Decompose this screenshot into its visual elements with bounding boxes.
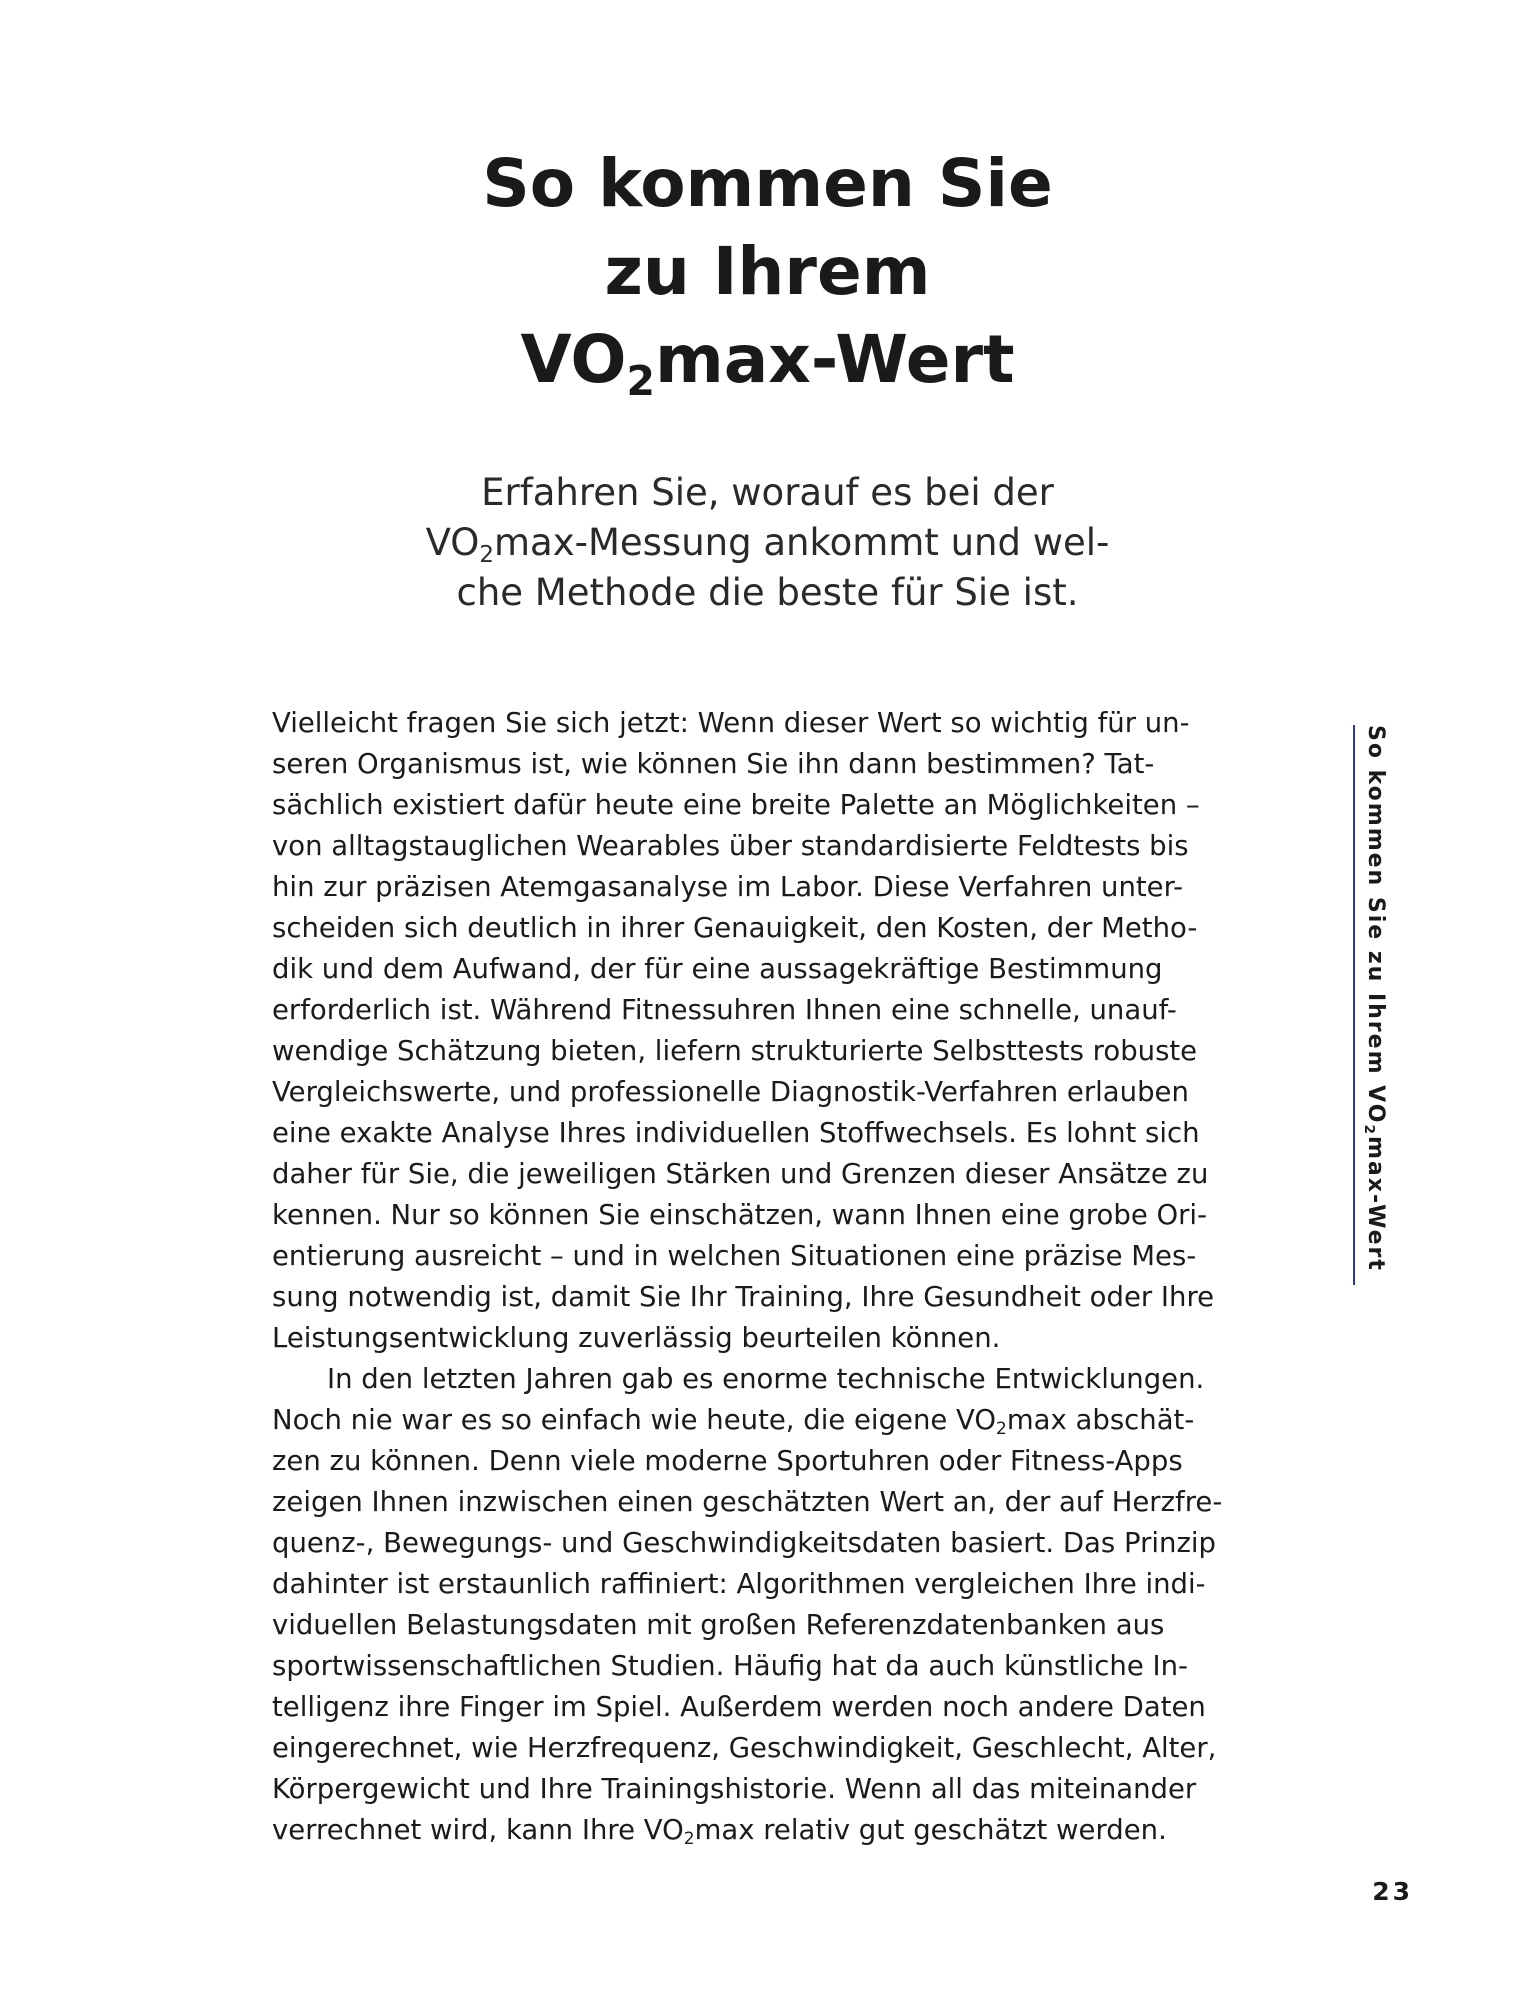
running-head-text: So kommen Sie zu Ihrem VO — [1363, 725, 1388, 1125]
paragraph-2-last-subscript: 2 — [683, 1829, 695, 1850]
paragraph-2-line: dahinter ist erstaunlich raffiniert: Algorithmen vergleichen Ihre indi- — [272, 1568, 1206, 1600]
intro-line-1: Erfahren Sie, worauf es bei der — [481, 471, 1054, 514]
paragraph-1-line: seren Organismus ist, wie können Sie ihn dann bestimmen? Tat- — [272, 748, 1155, 780]
paragraph-1 — [272, 703, 1272, 1359]
paragraph-1-line: von alltagstauglichen Wearables über standardisierte Feldtests bis — [272, 830, 1189, 862]
paragraph-1-line: Vielleicht fragen Sie sich jetzt: Wenn dieser Wert so wichtig für un- — [272, 707, 1190, 739]
running-head-subscript: 2 — [1360, 1124, 1377, 1136]
intro-line-3: che Methode die beste für Sie ist. — [456, 571, 1079, 614]
paragraph-1-line: daher für Sie, die jeweiligen Stärken und Grenzen dieser Ansätze zu — [272, 1158, 1209, 1190]
paragraph-2-line: quenz-, Bewegungs- und Geschwindigkeitsdaten basiert. Das Prinzip — [272, 1527, 1216, 1559]
paragraph-2-line: In den letzten Jahren gab es enorme technische Entwicklungen. — [327, 1363, 1205, 1395]
paragraph-1-line: erforderlich ist. Während Fitnessuhren Ihnen eine schnelle, unauf- — [272, 994, 1177, 1026]
paragraph-1-line: wendige Schätzung bieten, liefern strukturierte Selbsttests robuste — [272, 1035, 1198, 1067]
intro-line-2 — [0, 518, 1535, 568]
paragraph-2-subscript: 2 — [996, 1419, 1007, 1440]
paragraph-1-line: scheiden sich deutlich in ihrer Genauigkeit, den Kosten, der Metho- — [272, 912, 1198, 944]
paragraph-2-last-end: max relativ gut geschätzt werden. — [694, 1814, 1167, 1846]
paragraph-2-line: telligenz ihre Finger im Spiel. Außerdem werden noch andere Daten — [272, 1691, 1206, 1723]
paragraph-1-line: dik und dem Aufwand, der für eine aussagekräftige Bestimmung — [272, 953, 1163, 985]
paragraph-1-line: entierung ausreicht – und in welchen Situationen eine präzise Mes- — [272, 1240, 1197, 1272]
chapter-title — [0, 140, 1535, 404]
paragraph-2-line: sportwissenschaftlichen Studien. Häufig hat da auch künstliche In- — [272, 1650, 1188, 1682]
running-head — [1353, 725, 1395, 1285]
paragraph-1-line: kennen. Nur so können Sie einschätzen, wann Ihnen eine grobe Ori- — [272, 1199, 1207, 1231]
paragraph-1-line: hin zur präzisen Atemgasanalyse im Labor. Diese Verfahren unter- — [272, 871, 1184, 903]
paragraph-2-last-start: verrechnet wird, kann Ihre VO — [272, 1814, 684, 1846]
paragraph-1-line: sächlich existiert dafür heute eine breite Palette an Möglichkeiten – — [272, 789, 1200, 821]
paragraph-2-line-2-start: Noch nie war es so einfach wie heute, die eigene VO — [272, 1404, 997, 1436]
title-subscript: 2 — [626, 357, 655, 406]
chapter-intro — [0, 468, 1535, 618]
paragraph-2-line — [272, 1810, 1272, 1851]
intro-vo-text: VO — [425, 521, 480, 564]
paragraph-1-line: Leistungsentwicklung zuverlässig beurteilen können. — [272, 1322, 1001, 1354]
paragraph-2-line: zen zu können. Denn viele moderne Sportuhren oder Fitness-Apps — [272, 1445, 1183, 1477]
paragraph-1-line: Vergleichswerte, und professionelle Diagnostik-Verfahren erlauben — [272, 1076, 1189, 1108]
running-head-text-end: max-Wert — [1363, 1135, 1388, 1272]
body-text — [272, 703, 1272, 1851]
intro-subscript: 2 — [479, 542, 494, 569]
paragraph-2-line-2-end: max abschät- — [1006, 1404, 1195, 1436]
title-vo-text: VO — [520, 321, 627, 398]
chapter-title-line-1: So kommen Sie — [482, 145, 1053, 222]
paragraph-2-line — [272, 1400, 1272, 1441]
paragraph-2-line: zeigen Ihnen inzwischen einen geschätzten Wert an, der auf Herzfre- — [272, 1486, 1223, 1518]
paragraph-2-line: Körpergewicht und Ihre Trainingshistorie. Wenn all das miteinander — [272, 1773, 1197, 1805]
intro-line-2-rest: max-Messung ankommt und wel- — [494, 521, 1110, 564]
page-number: 23 — [1372, 1877, 1413, 1906]
paragraph-2 — [272, 1359, 1272, 1851]
paragraph-1-line: eine exakte Analyse Ihres individuellen Stoffwechsels. Es lohnt sich — [272, 1117, 1200, 1149]
paragraph-1-line: sung notwendig ist, damit Sie Ihr Training, Ihre Gesundheit oder Ihre — [272, 1281, 1215, 1313]
chapter-title-line-3 — [0, 316, 1535, 404]
paragraph-2-line: eingerechnet, wie Herzfrequenz, Geschwindigkeit, Geschlecht, Alter, — [272, 1732, 1217, 1764]
paragraph-2-line: viduellen Belastungsdaten mit großen Referenzdatenbanken aus — [272, 1609, 1165, 1641]
chapter-title-line-2: zu Ihrem — [604, 233, 931, 310]
title-max-wert-text: max-Wert — [654, 321, 1015, 398]
